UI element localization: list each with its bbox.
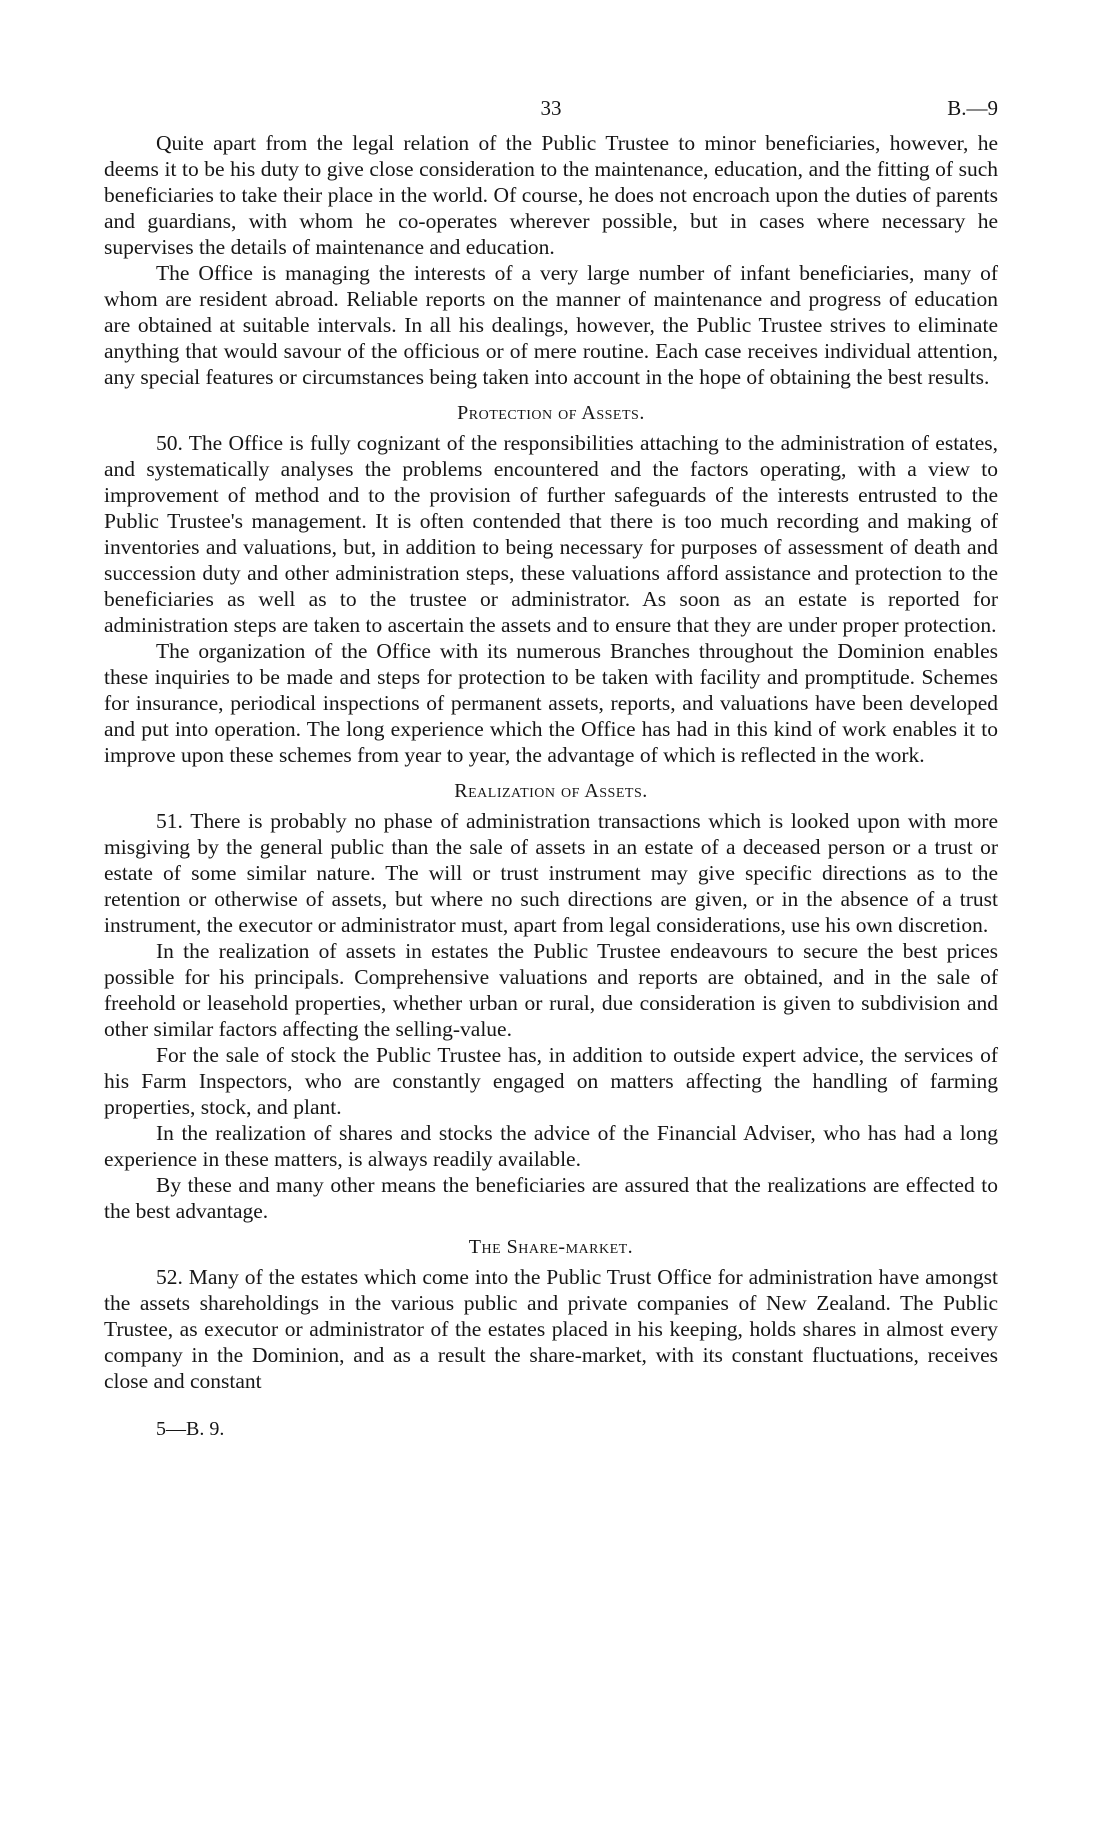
section-heading: Protection of Assets. — [457, 402, 645, 424]
paragraph-text: The Office is managing the interests of a very large number of infant beneficiaries, many of whom are resident abroad. Reliable reports on the manner of maintenance and progress of education are obtained at suitable intervals. In all his dealings, however, the Public Trustee strives to eliminate anything that would savour of the officious or of mere routine. Each case receives individual attention, any special features or circumstances being taken into account in the hope of obtaining the best results. — [104, 261, 998, 389]
page-header — [104, 96, 998, 130]
paragraph-number: 52. — [156, 1265, 183, 1289]
page-footer — [104, 1418, 998, 1441]
paragraph — [104, 130, 998, 260]
section-heading: Realization of Assets. — [454, 780, 648, 802]
paragraph — [104, 260, 998, 390]
paragraph-text: There is probably no phase of administration transactions which is looked upon with more misgiving by the general public than the sale of assets in an estate of a deceased person or a trust or estate of some similar nature. The will or trust instrument may give specific directions as to the retention or otherwise of assets, but where no such directions are given, or in the absence of a trust instrument, the executor or administrator must, apart from legal considerations, use his own discretion. — [104, 809, 998, 937]
section-share-market — [104, 1234, 998, 1394]
paragraph — [104, 430, 998, 638]
paragraph-text: Many of the estates which come into the Public Trust Office for administration have amongst the assets shareholdings in the various public and private companies of New Zealand. The Public Trustee, as executor or administrator of the estates placed in his keeping, holds shares in almost every company in the Dominion, and as a result the share-market, with its constant fluctuations, receives close and constant — [104, 1265, 999, 1393]
paragraph-text: By these and many other means the beneficiaries are assured that the realizations are effected to the best advantage. — [104, 1173, 998, 1223]
paragraph-number: 50. — [156, 431, 183, 455]
page-number: 33 — [540, 96, 562, 120]
section-heading: The Share-market. — [468, 1236, 634, 1258]
paragraph — [104, 1042, 998, 1120]
paragraph-text: The Office is fully cognizant of the responsibilities attaching to the administration of estates, and systematically analyses the problems encountered and the factors operating, with a view to improvement of method and to the provision of further safeguards of the interests entrusted to the Public Trustee's management. It is often contended that there is too much recording and making of inventories and valuations, but, in addition to being necessary for purposes of assessment of death and succession duty and other administration steps, these valuations afford assistance and protection to the beneficiaries as well as to the trustee or administrator. As soon as an estate is reported for administration steps are taken to ascertain the assets and to ensure that they are under proper protection. — [104, 431, 998, 637]
document-body — [104, 130, 998, 1394]
paragraph — [104, 808, 998, 938]
document-page — [104, 96, 998, 1816]
paragraph — [104, 938, 998, 1042]
paragraph — [104, 1120, 998, 1172]
paragraph-text: For the sale of stock the Public Trustee has, in addition to outside expert advice, the services of his Farm Inspectors, who are constantly engaged on matters affecting the handling of farming properties, stock, and plant. — [104, 1043, 998, 1119]
document-reference: B.—9 — [947, 96, 998, 120]
paragraph — [104, 1172, 998, 1224]
section-protection-of-assets — [104, 400, 998, 768]
paragraph-number: 51. — [156, 809, 183, 833]
paragraph-text: In the realization of assets in estates the Public Trustee endeavours to secure the best prices possible for his principals. Comprehensive valuations and reports are obtained, and in the sale of freehold or leasehold properties, whether urban or rural, due consideration is given to subdivision and other similar factors affecting the selling-value. — [104, 939, 998, 1041]
paragraph-text: The organization of the Office with its numerous Branches throughout the Dominion enables these inquiries to be made and steps for protection to be taken with facility and promptitude. Schemes for insurance, periodical inspections of permanent assets, reports, and valuations have been developed and put into operation. The long experience which the Office has had in this kind of work enables it to improve upon these schemes from year to year, the advantage of which is reflected in the work. — [104, 639, 998, 767]
paragraph — [104, 1264, 998, 1394]
paragraph — [104, 638, 998, 768]
paragraph-text: In the realization of shares and stocks the advice of the Financial Adviser, who has had a long experience in these matters, is always readily available. — [104, 1121, 998, 1171]
printer-signature: 5—B. 9. — [156, 1418, 225, 1440]
section-realization-of-assets — [104, 778, 998, 1224]
section-minor-beneficiaries — [104, 130, 998, 390]
paragraph-text: Quite apart from the legal relation of the Public Trustee to minor beneficiaries, however, he deems it to be his duty to give close consideration to the maintenance, education, and the fitting of such beneficiaries to take their place in the world. Of course, he does not encroach upon the duties of parents and guardians, with whom he co-operates wherever possible, but in cases where necessary he supervises the details of maintenance and education. — [104, 131, 998, 259]
